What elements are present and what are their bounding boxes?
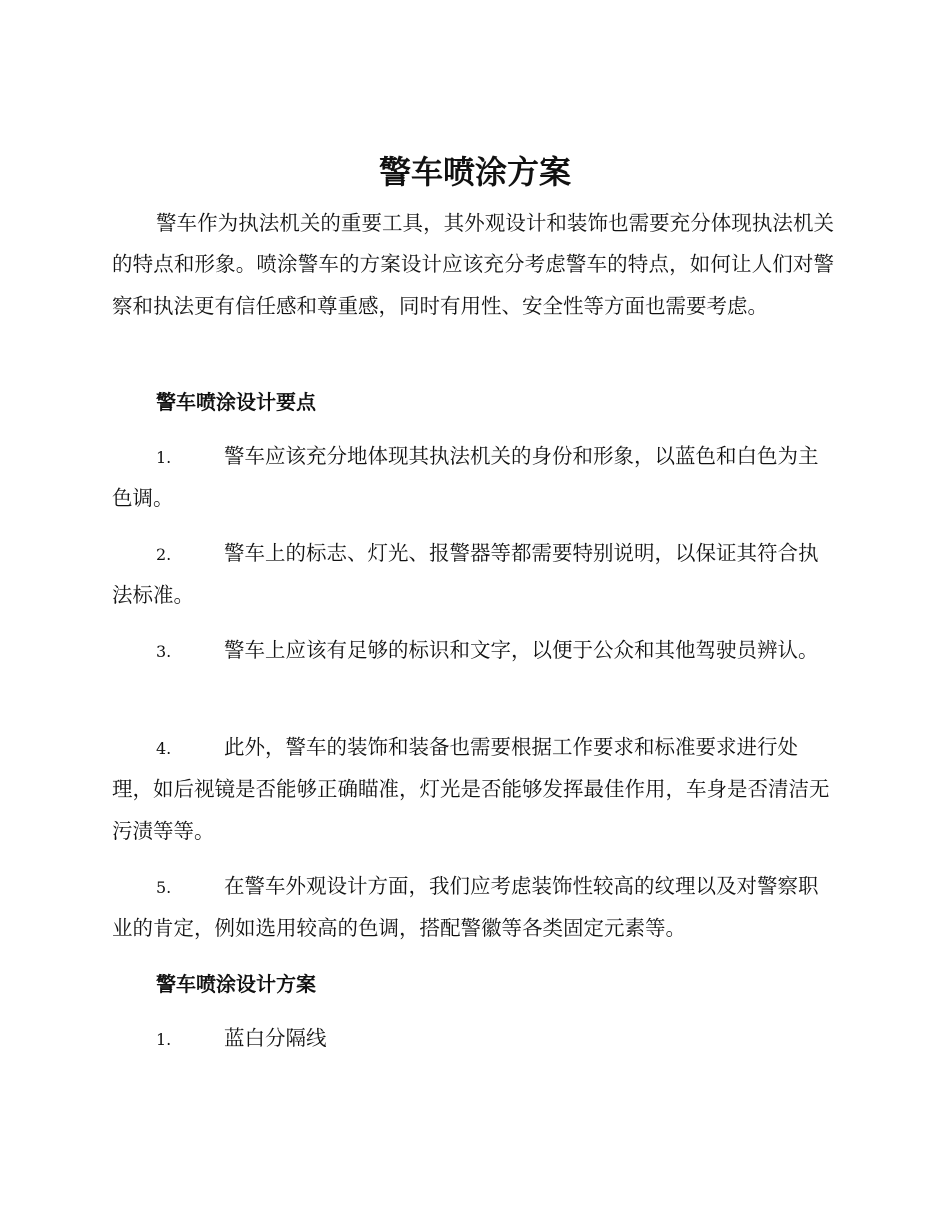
section-heading-design-points: 警车喷涂设计要点 bbox=[156, 390, 316, 414]
list-item-number: 2. bbox=[156, 545, 172, 564]
list-item-number: 4. bbox=[156, 739, 172, 758]
list-item-text: 此外，警车的装饰和装备也需要根据工作要求和标准要求进行处理，如后视镜是否能够正确瞄准，灯光是否能够发挥最佳作用，车身是否清洁无污渍等等。 bbox=[112, 735, 830, 843]
list-item-number: 5. bbox=[156, 878, 172, 897]
list-item-text: 警车上的标志、灯光、报警器等都需要特别说明，以保证其符合执法标准。 bbox=[112, 541, 819, 608]
list-item bbox=[112, 436, 834, 520]
list-item-number: 1. bbox=[156, 1030, 172, 1049]
list-item bbox=[112, 630, 834, 672]
list-item-text: 蓝白分隔线 bbox=[224, 1026, 327, 1050]
list-item bbox=[112, 727, 834, 852]
list-item-number: 3. bbox=[156, 642, 172, 661]
list-item bbox=[112, 533, 834, 617]
list-item-text: 警车应该充分地体现其执法机关的身份和形象，以蓝色和白色为主色调。 bbox=[112, 444, 819, 511]
list-item bbox=[112, 866, 834, 950]
list-item-number: 1. bbox=[156, 448, 172, 467]
document-title: 警车喷涂方案 bbox=[378, 153, 571, 191]
list-item bbox=[112, 1018, 834, 1060]
list-item-text: 警车上应该有足够的标识和文字，以便于公众和其他驾驶员辨认。 bbox=[224, 638, 819, 662]
list-item-text: 在警车外观设计方面，我们应考虑装饰性较高的纹理以及对警察职业的肯定，例如选用较高的色调，搭配警徽等各类固定元素等。 bbox=[112, 874, 819, 941]
intro-paragraph: 警车作为执法机关的重要工具，其外观设计和装饰也需要充分体现执法机关的特点和形象。喷涂警车的方案设计应该充分考虑警车的特点，如何让人们对警察和执法更有信任感和尊重感，同时有用性、安全性等方面也需要考虑。 bbox=[112, 211, 834, 318]
section-heading-design-plan: 警车喷涂设计方案 bbox=[156, 972, 316, 996]
